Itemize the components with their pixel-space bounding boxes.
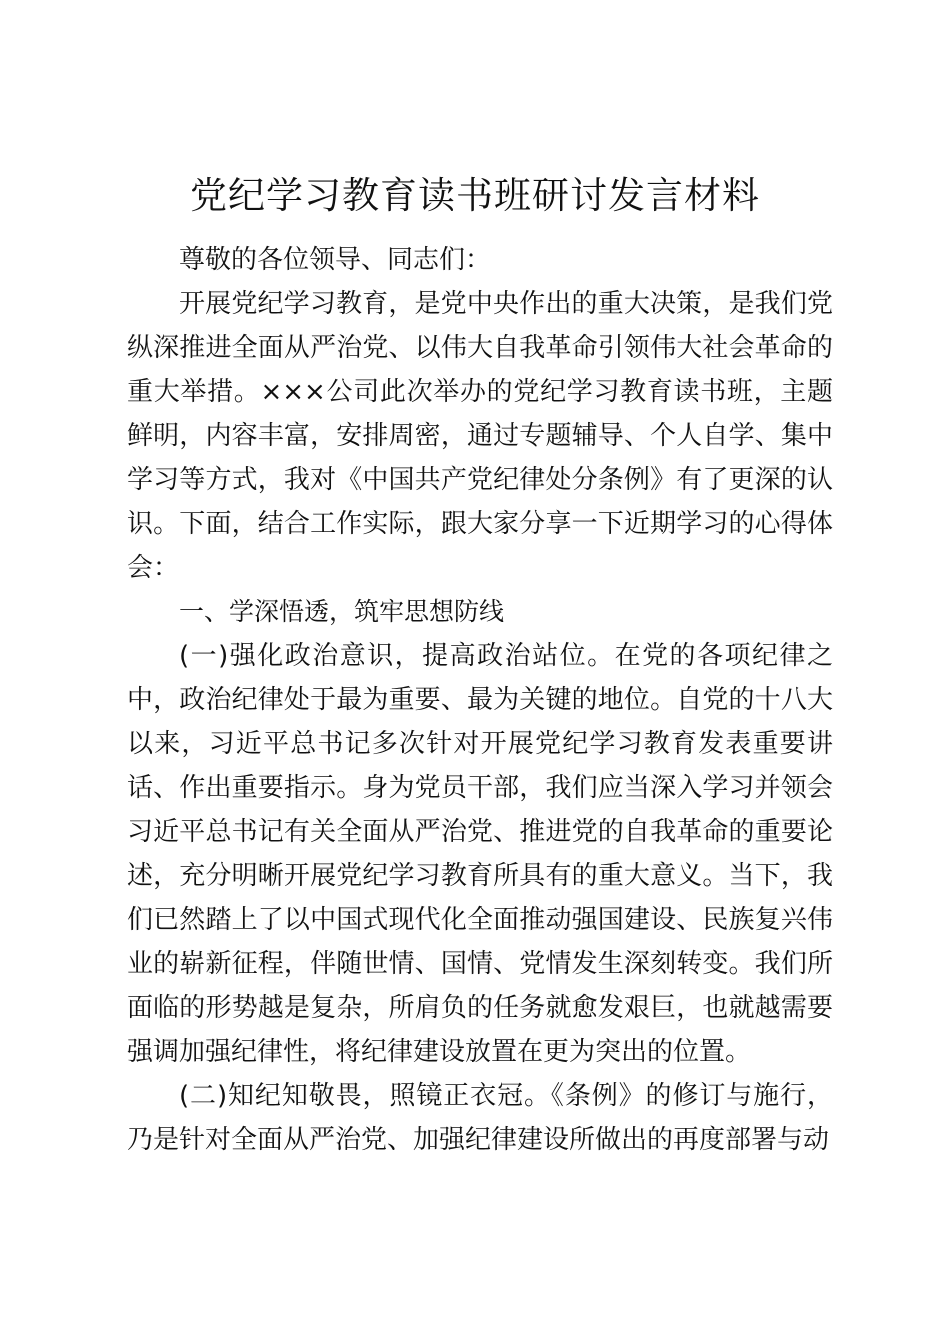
section-heading: 一、学深悟透，筑牢思想防线	[179, 597, 505, 626]
salutation: 尊敬的各位领导、同志们：	[179, 245, 492, 275]
document-body	[127, 238, 833, 1162]
document-title: 党纪学习教育读书班研讨发言材料	[190, 174, 760, 217]
intro-paragraph: 开展党纪学习教育，是党中央作出的重大决策，是我们党纵深推进全面从严治党、以伟大自我革命引领伟大社会革命的重大举措。×××公司此次举办的党纪学习教育读书班，主题鲜明，内容丰富，安排周密，通过专题辅导、个人自学、集中学习等方式，我对《中国共产党纪律处分条例》有了更深的认识。下面，结合工作实际，跟大家分享一下近期学习的心得体会：	[127, 289, 833, 583]
section-paragraph-2: (二)知纪知敬畏，照镜正衣冠。《条例》的修订与施行，乃是针对全面从严治党、加强纪律建设所做出的再度部署与动	[127, 1081, 833, 1155]
section-paragraph-1: (一)强化政治意识，提高政治站位。在党的各项纪律之中，政治纪律处于最为重要、最为关键的地位。自党的十八大以来，习近平总书记多次针对开展党纪学习教育发表重要讲话、作出重要指示。身为党员干部，我们应当深入学习并领会习近平总书记有关全面从严治党、推进党的自我革命的重要论述，充分明晰开展党纪学习教育所具有的重大意义。当下，我们已然踏上了以中国式现代化全面推动强国建设、民族复兴伟业的崭新征程，伴随世情、国情、党情发生深刻转变。我们所面临的形势越是复杂，所肩负的任务就愈发艰巨，也就越需要强调加强纪律性，将纪律建设放置在更为突出的位置。	[127, 641, 833, 1067]
